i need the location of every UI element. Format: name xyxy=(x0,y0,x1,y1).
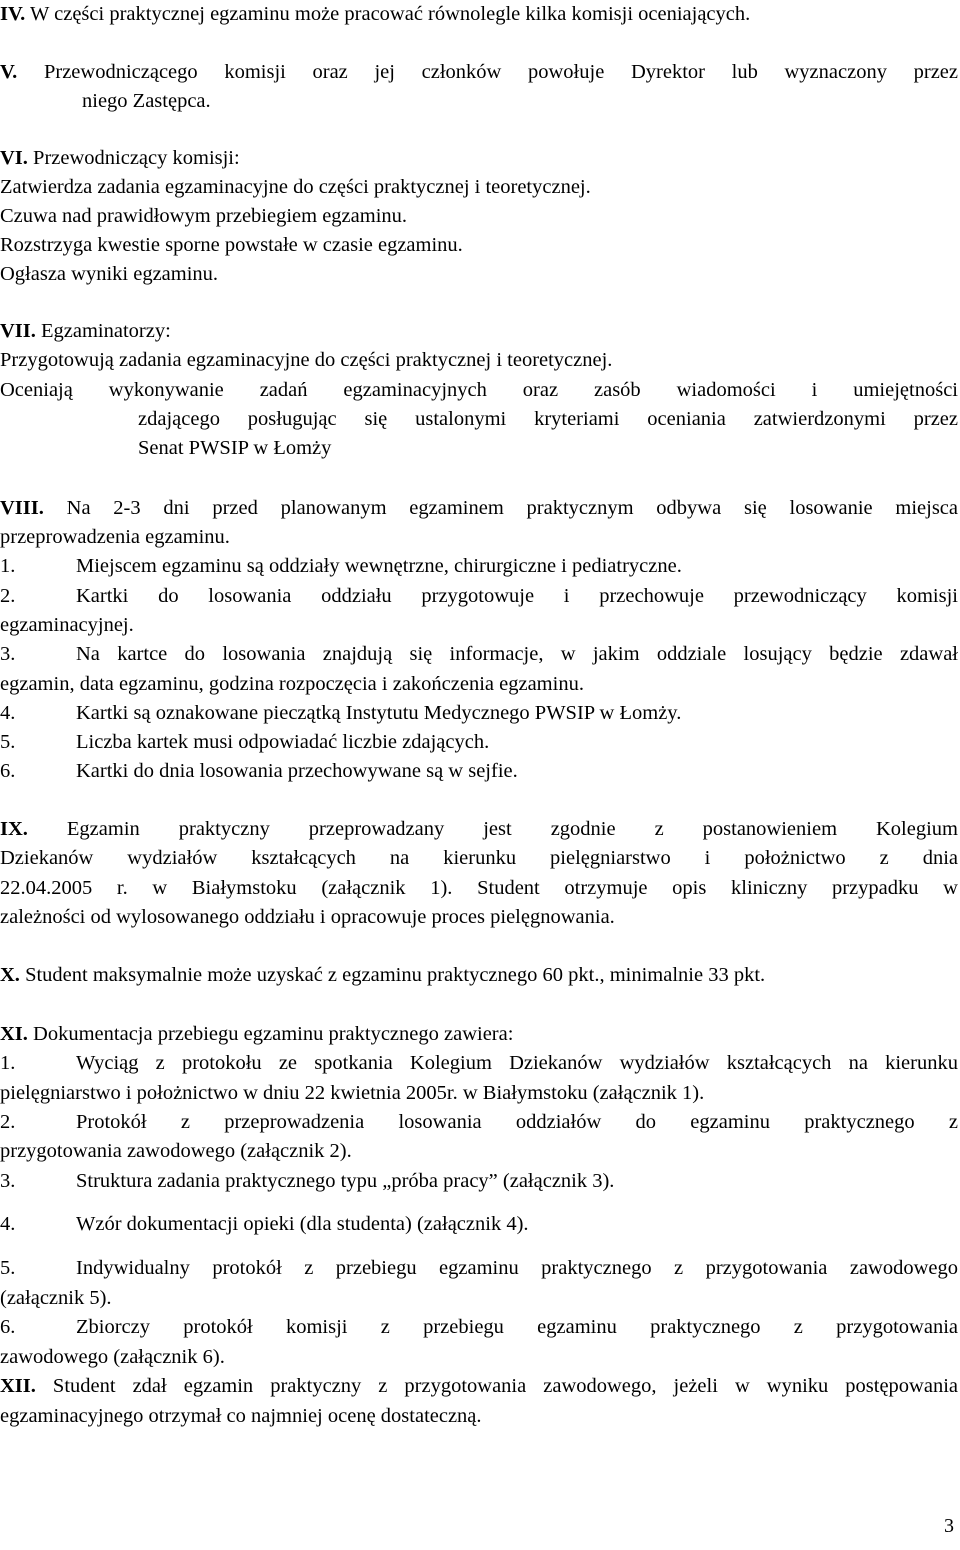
section-vii-line-4: zdającego posługując się ustalonymi kryteriami oceniania zatwierdzonymi przez xyxy=(138,408,958,430)
section-x-line-1: X. Student maksymalnie może uzyskać z egzaminu praktycznego 60 pkt., minimalnie 33 pkt. xyxy=(0,964,766,986)
section-vi-line-5: Ogłasza wyniki egzaminu. xyxy=(0,263,219,285)
list-item: 5. Indywidualny protokół z przebiegu egzaminu praktycznego z przygotowania zawodowego xyxy=(0,1257,958,1279)
list-item: 5. Liczba kartek musi odpowiadać liczbie zdających. xyxy=(0,731,490,753)
section-vii-line-2: Przygotowują zadania egzaminacyjne do części praktycznej i teoretycznej. xyxy=(0,349,613,371)
section-v-line-2: niego Zastępca. xyxy=(82,90,211,112)
section-vii-line-1: VII. Egzaminatorzy: xyxy=(0,320,171,342)
list-item-continuation: pielęgniarstwo i położnictwo w dniu 22 kwietnia 2005r. w Białymstoku (załącznik 1). xyxy=(0,1082,705,1104)
list-item: 3. Struktura zadania praktycznego typu „próba pracy” (załącznik 3). xyxy=(0,1170,615,1192)
section-vi-line-2: Zatwierdza zadania egzaminacyjne do części praktycznej i teoretycznej. xyxy=(0,176,591,198)
list-item: 6. Kartki do dnia losowania przechowywane są w sejfie. xyxy=(0,760,518,782)
section-label: V. xyxy=(0,61,18,83)
list-item: 2. Protokół z przeprowadzenia losowania oddziałów do egzaminu praktycznego z xyxy=(0,1111,958,1133)
section-label: IV. xyxy=(0,3,26,25)
section-vi-line-1: VI. Przewodniczący komisji: xyxy=(0,147,240,169)
list-item-continuation: (załącznik 5). xyxy=(0,1287,112,1309)
section-label: VI. xyxy=(0,147,28,169)
section-xii-line-2: egzaminacyjnego otrzymał co najmniej ocenę dostateczną. xyxy=(0,1405,482,1427)
section-xii-line-1: XII. Student zdał egzamin praktyczny z przygotowania zawodowego, jeżeli w wyniku postępowania xyxy=(0,1375,959,1397)
section-vi-line-3: Czuwa nad prawidłowym przebiegiem egzaminu. xyxy=(0,205,408,227)
list-item: 6. Zbiorczy protokół komisji z przebiegu egzaminu praktycznego z przygotowania xyxy=(0,1316,958,1338)
section-viii-line-1: VIII. Na 2-3 dni przed planowanym egzaminem praktycznym odbywa się losowanie miejsca xyxy=(0,497,959,519)
list-item: 4. Kartki są oznakowane pieczątką Instytutu Medycznego PWSIP w Łomży. xyxy=(0,702,682,724)
section-label: VIII. xyxy=(0,497,44,519)
section-vii-line-5: Senat PWSIP w Łomży xyxy=(138,437,332,459)
list-item-continuation: zawodowego (załącznik 6). xyxy=(0,1346,225,1368)
section-label: XII. xyxy=(0,1375,36,1397)
list-item: 1. Miejscem egzaminu są oddziały wewnętrzne, chirurgiczne i pediatryczne. xyxy=(0,555,682,577)
section-iv-line-1: IV. W części praktycznej egzaminu może pracować równolegle kilka komisji oceniających. xyxy=(0,3,751,25)
list-item: 2. Kartki do losowania oddziału przygotowuje i przechowuje przewodniczący komisji xyxy=(0,585,958,607)
section-ix-line-2: Dziekanów wydziałów kształcących na kierunku pielęgniarstwo i położnictwo z dnia xyxy=(0,847,958,869)
list-item: 1. Wyciąg z protokołu ze spotkania Kolegium Dziekanów wydziałów kształcących na kierunku xyxy=(0,1052,958,1074)
section-label: XI. xyxy=(0,1023,28,1045)
section-label: VII. xyxy=(0,320,36,342)
section-viii-line-2: przeprowadzenia egzaminu. xyxy=(0,526,230,548)
section-label: X. xyxy=(0,964,20,986)
section-xi-line-1: XI. Dokumentacja przebiegu egzaminu praktycznego zawiera: xyxy=(0,1023,514,1045)
section-vii-line-3: Oceniają wykonywanie zadań egzaminacyjnych oraz zasób wiadomości i umiejętności xyxy=(0,379,958,401)
section-v-line-1: V. Przewodniczącego komisji oraz jej członków powołuje Dyrektor lub wyznaczony przez xyxy=(0,61,959,83)
list-item: 3. Na kartce do losowania znajdują się informacje, w jakim oddziale losujący będzie zdawał xyxy=(0,643,958,665)
page-number: 3 xyxy=(944,1515,954,1537)
section-ix-line-3: 22.04.2005 r. w Białymstoku (załącznik 1). Student otrzymuje opis kliniczny przypadku w xyxy=(0,877,958,899)
list-item-continuation: egzamin, data egzaminu, godzina rozpoczęcia i zakończenia egzaminu. xyxy=(0,673,584,695)
section-label: IX. xyxy=(0,818,28,840)
list-item-continuation: przygotowania zawodowego (załącznik 2). xyxy=(0,1140,352,1162)
section-ix-line-4: zależności od wylosowanego oddziału i opracowuje proces pielęgnowania. xyxy=(0,906,615,928)
section-ix-line-1: IX. Egzamin praktyczny przeprowadzany jest zgodnie z postanowieniem Kolegium xyxy=(0,818,958,840)
list-item-continuation: egzaminacyjnej. xyxy=(0,614,134,636)
section-vi-line-4: Rozstrzyga kwestie sporne powstałe w czasie egzaminu. xyxy=(0,234,463,256)
list-item: 4. Wzór dokumentacji opieki (dla studenta) (załącznik 4). xyxy=(0,1213,529,1235)
